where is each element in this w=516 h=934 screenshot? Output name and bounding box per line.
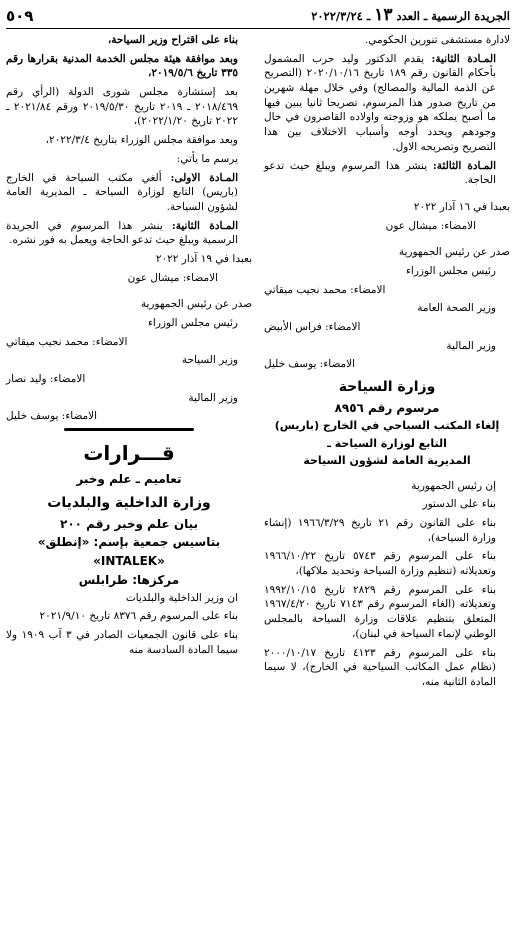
issued-by: صدر عن رئيس الجمهورية — [398, 246, 510, 259]
health-minister-title: وزير الصحة العامة — [417, 302, 496, 315]
issued-by: صدر عن رئيس الجمهورية — [140, 298, 252, 311]
decrees-line: يرسم ما يأتي: — [176, 152, 238, 165]
prime-minister-title: رئيس مجلس الوزراء — [147, 317, 238, 329]
notice-number: بيان علم وخبر رقم ٢٠٠ — [60, 516, 198, 531]
article-2 — [264, 52, 510, 155]
decree-number: مرسوم رقم ٨٩٥٦ — [334, 400, 440, 415]
signature: الامضاء: فراس الأبيض — [264, 321, 361, 333]
divider — [6, 428, 252, 431]
association-latin-name: «INTALEK» — [93, 554, 165, 569]
journal-title — [311, 4, 510, 28]
whereas-clause: بناء على المرسوم رقم ٢٨٢٩ تاريخ ١٩٩٢/١٠/١٥ وتعديلاته (الغاء المرسوم رقم ٧١٤٣ تاريخ ١٩٦٧/٤/٢٠ المتعلق بتنظيم علاقات وزارة السياحة بالمجلس الوطني لإنماء السياحة في لبنان)، — [264, 583, 496, 640]
whereas-clause: بعد إستشارة مجلس شورى الدولة (الرأي رقم ٢٠١٨/٤٦٩ ـ ٢٠١٩ تاريخ ٢٠١٩/٥/٣٠ ورقم ٢٠٢١/٨٤ ـ ٢٠٢٢ تاريخ ٢٠٢٢/١/٢٠)، — [6, 86, 238, 128]
signature: الامضاء: ميشال عون — [385, 219, 476, 232]
journal-name: الجريدة الرسمية ـ العدد — [396, 9, 510, 24]
association-name: بتاسيس جمعية بإسم: «إنطلق» — [37, 535, 221, 550]
whereas-clause: بناء على اقتراح وزير السياحة، — [107, 34, 238, 46]
signature: الامضاء: محمد نجيب ميقاتي — [264, 283, 386, 296]
circulars-heading: تعاميم ـ علم وخبر — [76, 472, 182, 487]
article-2 — [6, 219, 252, 248]
signature: الامضاء: يوسف خليل — [6, 410, 98, 423]
signature: الامضاء: يوسف خليل — [264, 358, 356, 371]
date-line: بعبدا في ١٩ آذار ٢٠٢٢ — [155, 252, 252, 265]
ministry-heading: وزارة السياحة — [338, 379, 436, 396]
right-column — [264, 33, 510, 694]
page-header — [6, 4, 510, 29]
whereas-clause: بناء على الدستور — [422, 498, 496, 511]
decree-subject: المديرية العامة لشؤون السياحة — [303, 454, 471, 468]
whereas-clause: بناء على المرسوم رقم ٥٧٤٣ تاريخ ١٩٦٦/١٠/٢٢ وتعديلاته (تنظيم وزارة السياحة وتحديد ملاكها)، — [264, 550, 496, 578]
article-label: المـادة الثانية: — [171, 219, 239, 232]
decree-subject: إلغاء المكتب السياحي في الخارج (باريس) — [274, 419, 500, 433]
finance-minister-title: وزير المالية — [446, 339, 496, 352]
article-label: المـادة الثانية: — [431, 52, 497, 65]
article-label: المـادة الثالثة: — [432, 159, 496, 172]
prime-minister-title: رئيس مجلس الوزراء — [405, 264, 496, 277]
whereas-clause: بناء على المرسوم رقم ٤١٢٣ تاريخ ٢٠٠٠/١٠/١٧ (نظام عمل المكاتب السياحية في الخارج)، لا سيما المادة الثانية منه، — [264, 646, 496, 688]
whereas-clause: وبعد موافقة هيئة مجلس الخدمة المدنية بقرارها رقم ٣٣٥ تاريخ ٢٠١٩/٥/٦، — [6, 52, 238, 80]
decisions-heading: قـــرارات — [83, 441, 175, 466]
whereas-clause: بناء على قانون الجمعيات الصادر في ٣ آب ١٩٠٩ ولا سيما المادة السادسة منه — [6, 629, 239, 656]
page-number: ٥٠٩ — [6, 6, 34, 25]
tourism-minister-title: وزير السياحة — [181, 354, 238, 367]
paragraph: لادارة مستشفى تنورين الحكومي. — [364, 34, 510, 46]
whereas-clause: بناء على المرسوم رقم ٨٣٧٦ تاريخ ٢٠٢١/٩/١٠ — [39, 610, 238, 623]
issue-number: ١٣ — [374, 5, 393, 26]
article-3 — [264, 159, 510, 188]
article-1 — [6, 171, 252, 215]
article-text: ينشر هذا المرسوم في الجريدة الرسمية ويبلغ حيث تدعو الحاجة ويعمل به فور نشره. — [6, 219, 238, 247]
headquarters: مركزها: طرابلس — [78, 572, 180, 587]
preamble: ان وزير الداخلية والبلديات — [125, 591, 238, 604]
preamble: إن رئيس الجمهورية — [411, 479, 496, 492]
finance-minister-title: وزير المالية — [188, 391, 238, 404]
article-text: يقدم الدكتور وليد حرب المشمول بأحكام القانون رقم ١٨٩ تاريخ ٢٠٢٠/١٠/١٦ (التصريح عن الذمة المالية والمصالح) وفي خلال مهلة شهرين من تاريخ صدور هذا المرسوم، تصريحا ثانيا يبين فيها ما أصبح يملكه هو وزوجته واولاده القاصرون في حال وجودهم ويحدد أوجه وأسباب الاختلاف بين هذا التصريح وتصريحه الاول. — [264, 52, 496, 153]
signature: الامضاء: محمد نجيب ميقاتي — [6, 335, 128, 348]
signature: الامضاء: وليد نصار — [6, 373, 86, 386]
article-label: المـادة الاولى: — [170, 171, 238, 184]
whereas-clause: بناء على القانون رقم ٢١ تاريخ ١٩٦٦/٣/٢٩ (إنشاء وزارة السياحة)، — [264, 517, 496, 544]
date-line: بعبدا في ١٦ آذار ٢٠٢٢ — [413, 200, 510, 213]
issue-date: ٢٠٢٢/٣/٢٤ — [311, 9, 363, 24]
article-text: ألغي مكتب السياحة في الخارج (باريس) التابع لوزارة السياحة ـ المديرية العامة لشؤون السياحة. — [6, 171, 238, 213]
whereas-clause: وبعد موافقة مجلس الوزراء بتاريخ ٢٠٢٢/٣/٤، — [45, 134, 238, 147]
signature: الامضاء: ميشال عون — [127, 271, 218, 284]
article-text: ينشر هذا المرسوم ويبلغ حيث تدعو الحاجة. — [264, 159, 496, 187]
left-column — [6, 33, 252, 694]
header-separator: ـ — [366, 9, 371, 24]
decree-subject: التابع لوزارة السياحة ـ — [327, 436, 447, 450]
interior-ministry-heading: وزارة الداخلية والبلديات — [47, 494, 211, 511]
